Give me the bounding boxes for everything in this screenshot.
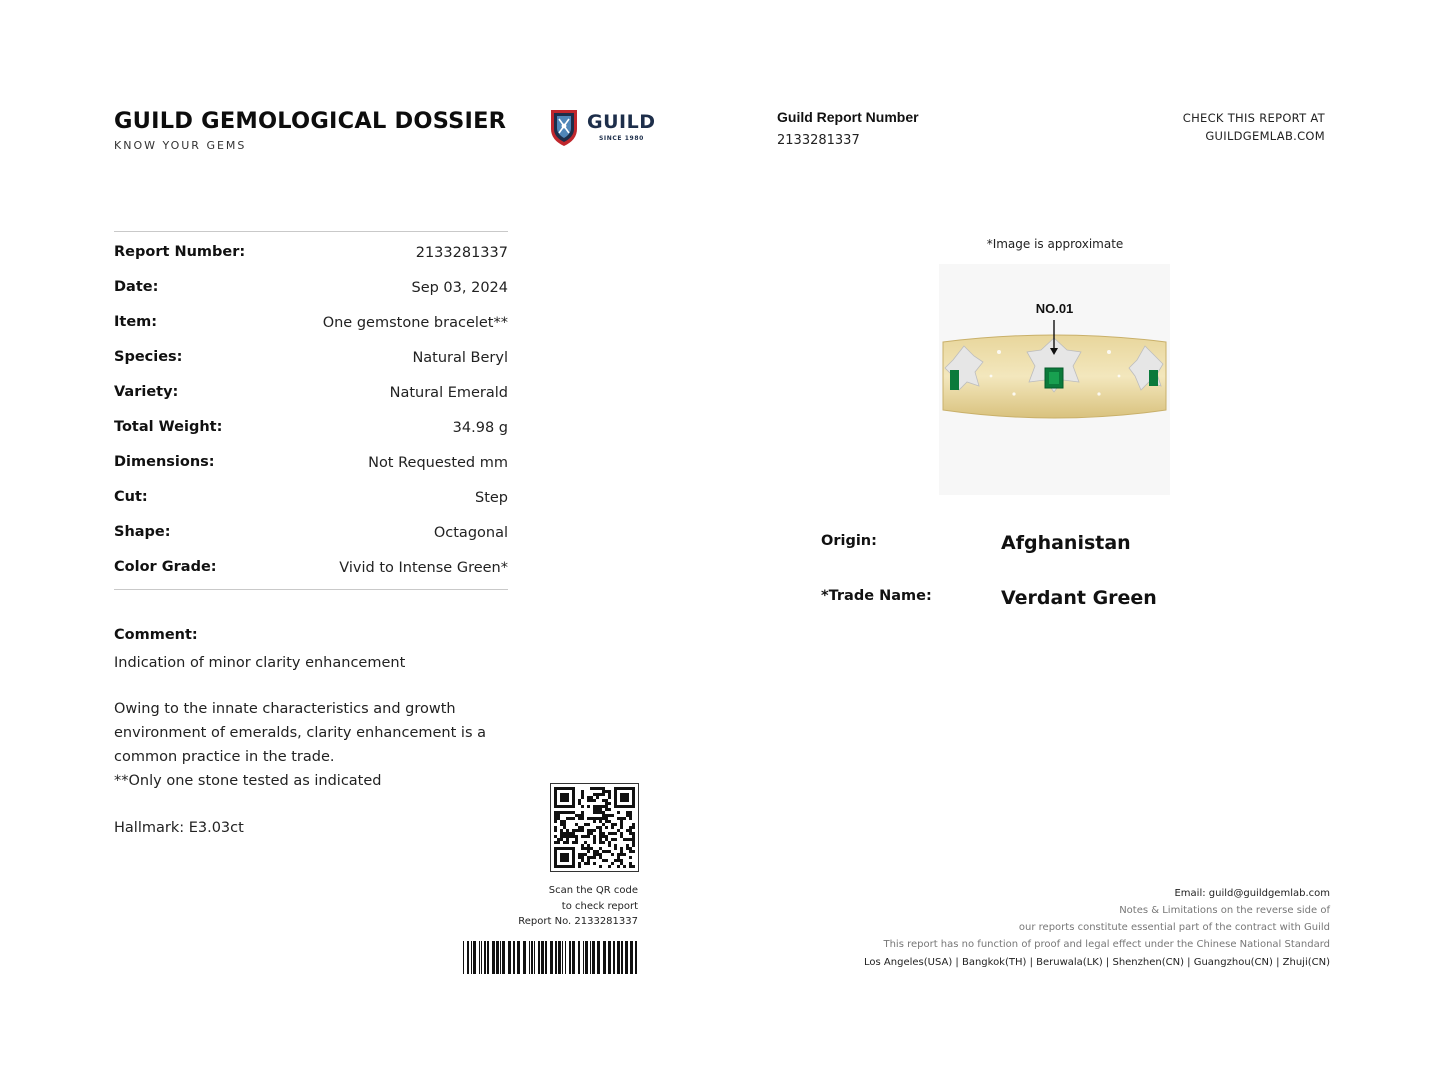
detail-value: Octagonal [433, 525, 508, 541]
detail-row-report-number [114, 242, 508, 277]
detail-label: Total Weight: [114, 419, 223, 435]
barcode [463, 941, 639, 974]
detail-label: Cut: [114, 489, 148, 505]
guild-report-number-value: 2133281337 [777, 133, 860, 148]
detail-label: Item: [114, 314, 158, 330]
detail-row-species [114, 347, 508, 382]
detail-value: Vivid to Intense Green* [339, 560, 508, 576]
origin-value: Afghanistan [1001, 532, 1131, 554]
detail-label: Dimensions: [114, 454, 215, 470]
detail-label: Date: [114, 279, 159, 295]
comment-text [114, 651, 534, 675]
detail-row-item [114, 312, 508, 347]
qr-caption-line: Scan the QR code [548, 885, 638, 896]
detail-row-date [114, 277, 508, 312]
check-report-url[interactable]: GUILDGEMLAB.COM [1205, 129, 1325, 143]
detail-value: Sep 03, 2024 [411, 280, 508, 296]
detail-label: Shape: [114, 524, 171, 540]
footer-notes-line2: our reports constitute essential part of the contract with Guild [1018, 922, 1330, 933]
guild-logo [549, 107, 659, 149]
detail-value: One gemstone bracelet** [322, 315, 508, 331]
qr-code[interactable] [550, 783, 639, 872]
logo-wordmark: GUILD [587, 111, 656, 133]
detail-value: Not Requested mm [368, 455, 508, 471]
dossier-title: GUILD GEMOLOGICAL DOSSIER [114, 108, 507, 134]
hallmark-text [114, 816, 534, 840]
image-approx-note: *Image is approximate [986, 237, 1124, 251]
bracelet-photo [939, 264, 1170, 495]
detail-value: 2133281337 [415, 245, 508, 261]
footer-notes-line1: Notes & Limitations on the reverse side of [1119, 905, 1330, 916]
detail-value: Natural Beryl [412, 350, 508, 366]
footer-locations: Los Angeles(USA) | Bangkok(TH) | Beruwala(LK) | Shenzhen(CN) | Guangzhou(CN) | Zhuji(CN) [864, 957, 1330, 968]
origin-label: Origin: [821, 533, 877, 549]
check-report-line: CHECK THIS REPORT AT [1182, 111, 1325, 125]
detail-row-shape [114, 522, 508, 557]
comment-paragraph-line: common practice in the trade. [114, 749, 335, 765]
footer-disclaimer: This report has no function of proof and legal effect under the Chinese National Standard [883, 939, 1330, 950]
table-bottom-divider [114, 589, 508, 590]
detail-value: Natural Emerald [389, 385, 508, 401]
detail-row-total-weight [114, 417, 508, 452]
detail-value: Step [474, 490, 508, 506]
detail-row-variety [114, 382, 508, 417]
barcode-icon [463, 941, 639, 974]
comment-label: Comment: [114, 627, 198, 643]
detail-label: Color Grade: [114, 559, 217, 575]
detail-label: Variety: [114, 384, 179, 400]
shield-icon [549, 107, 579, 147]
hallmark-line: Hallmark: E3.03ct [114, 820, 244, 836]
trade-name-value: Verdant Green [1001, 587, 1157, 609]
qr-caption-line: to check report [561, 901, 638, 912]
detail-row-cut [114, 487, 508, 522]
detail-row-color-grade [114, 557, 508, 592]
table-top-divider [114, 231, 508, 232]
detail-value: 34.98 g [452, 420, 508, 436]
detail-label: Species: [114, 349, 183, 365]
detail-row-dimensions [114, 452, 508, 487]
comment-paragraph-line: Owing to the innate characteristics and growth [114, 701, 456, 717]
tagline: KNOW YOUR GEMS [114, 139, 247, 152]
comment-paragraph-line: **Only one stone tested as indicated [114, 773, 382, 789]
detail-label: Report Number: [114, 244, 246, 260]
guild-report-number-label: Guild Report Number [777, 109, 919, 125]
qr-code-icon [550, 783, 639, 872]
logo-since: SINCE 1980 [599, 135, 644, 142]
comment-paragraph [114, 697, 534, 793]
qr-caption-report-number: Report No. 2133281337 [518, 916, 638, 927]
stone-label: NO.01 [1035, 301, 1074, 316]
comment-line: Indication of minor clarity enhancement [114, 655, 406, 671]
comment-paragraph-line: environment of emeralds, clarity enhancement is a [114, 725, 486, 741]
footer-email[interactable]: Email: guild@guildgemlab.com [1174, 888, 1330, 899]
trade-name-label: *Trade Name: [821, 588, 932, 604]
